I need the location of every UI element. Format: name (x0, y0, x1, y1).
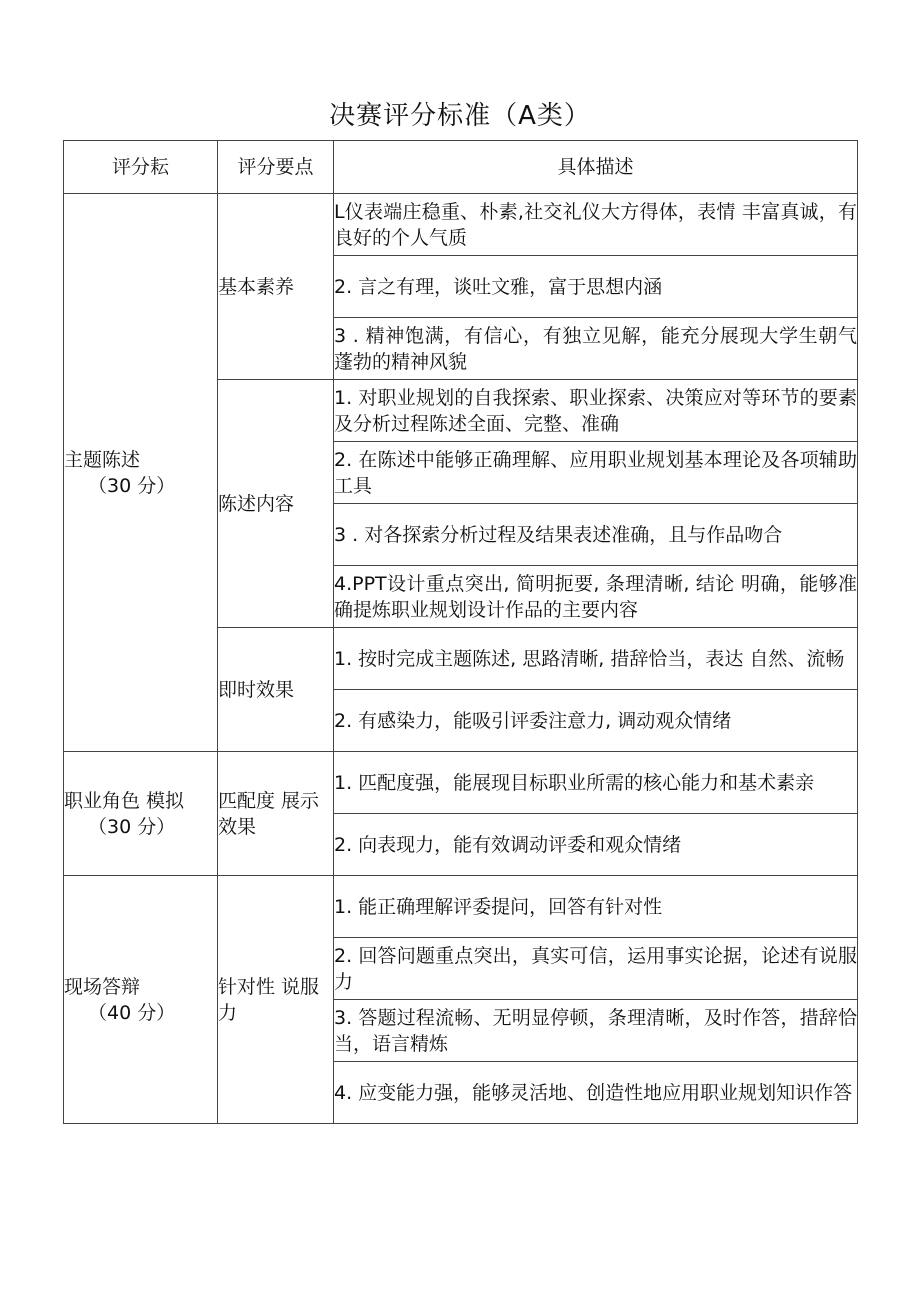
point-cell: 匹配度 展示效果 (218, 752, 334, 876)
description-cell: 3. 答题过程流畅、无明显停顿，条理清晰，及时作答，措辞恰当，语言精炼 (334, 1000, 858, 1062)
category-score: （30 分） (88, 474, 176, 497)
description-cell: 1. 按时完成主题陈述, 思路清晰, 措辞恰当，表达 自然、流畅 (334, 628, 858, 690)
description-cell: 3 . 精神饱满，有信心，有独立见解，能充分展现大学生朝气蓬勃的精神风貌 (334, 318, 858, 380)
point-cell: 即时效果 (218, 628, 334, 752)
table-row (64, 752, 858, 814)
category-name: 职业角色 模拟 (64, 789, 185, 812)
scoring-table (63, 140, 858, 1124)
description-cell: 1. 对职业规划的自我探索、职业探索、决策应对等环节的要素及分析过程陈述全面、完整、准确 (334, 380, 858, 442)
category-cell (64, 194, 218, 752)
category-score: （40 分） (88, 1001, 176, 1024)
description-cell: 2. 言之有理，谈吐文雅，富于思想内涵 (334, 256, 858, 318)
description-cell: 2. 有感染力，能吸引评委注意力, 调动观众情绪 (334, 690, 858, 752)
description-cell: 4.PPT设计重点突出, 简明扼要, 条理清晰, 结论 明确，能够准确提炼职业规划设计作品的主要内容 (334, 566, 858, 628)
category-name: 主题陈述 (64, 448, 141, 471)
description-cell: 1. 匹配度强，能展现目标职业所需的核心能力和基术素亲 (334, 752, 858, 814)
header-description: 具体描述 (334, 141, 858, 194)
header-point: 评分要点 (218, 141, 334, 194)
point-cell: 基本素养 (218, 194, 334, 380)
description-cell: 3 . 对各探索分析过程及结果表述准确，且与作品吻合 (334, 504, 858, 566)
category-cell (64, 752, 218, 876)
table-row (64, 194, 858, 256)
category-cell (64, 876, 218, 1124)
point-cell: 陈述内容 (218, 380, 334, 628)
point-cell: 针对性 说服力 (218, 876, 334, 1124)
description-cell: L仪表端庄稳重、朴素,社交礼仪大方得体，表情 丰富真诚，有良好的个人气质 (334, 194, 858, 256)
header-category: 评分耘 (64, 141, 218, 194)
table-header-row (64, 141, 858, 194)
description-cell: 2. 回答问题重点突出，真实可信，运用事实论据，论述有说服力 (334, 938, 858, 1000)
description-cell: 1. 能正确理解评委提问，回答有针对性 (334, 876, 858, 938)
description-cell: 2. 向表现力，能有效调动评委和观众情绪 (334, 814, 858, 876)
page-title: 决赛评分标准（A类） (329, 101, 591, 131)
description-cell: 2. 在陈述中能够正确理解、应用职业规划基本理论及各项辅助工具 (334, 442, 858, 504)
table-row (64, 876, 858, 938)
category-name: 现场答辩 (64, 975, 141, 998)
category-score: （30 分） (88, 815, 176, 838)
description-cell: 4. 应变能力强，能够灵活地、创造性地应用职业规划知识作答 (334, 1062, 858, 1124)
